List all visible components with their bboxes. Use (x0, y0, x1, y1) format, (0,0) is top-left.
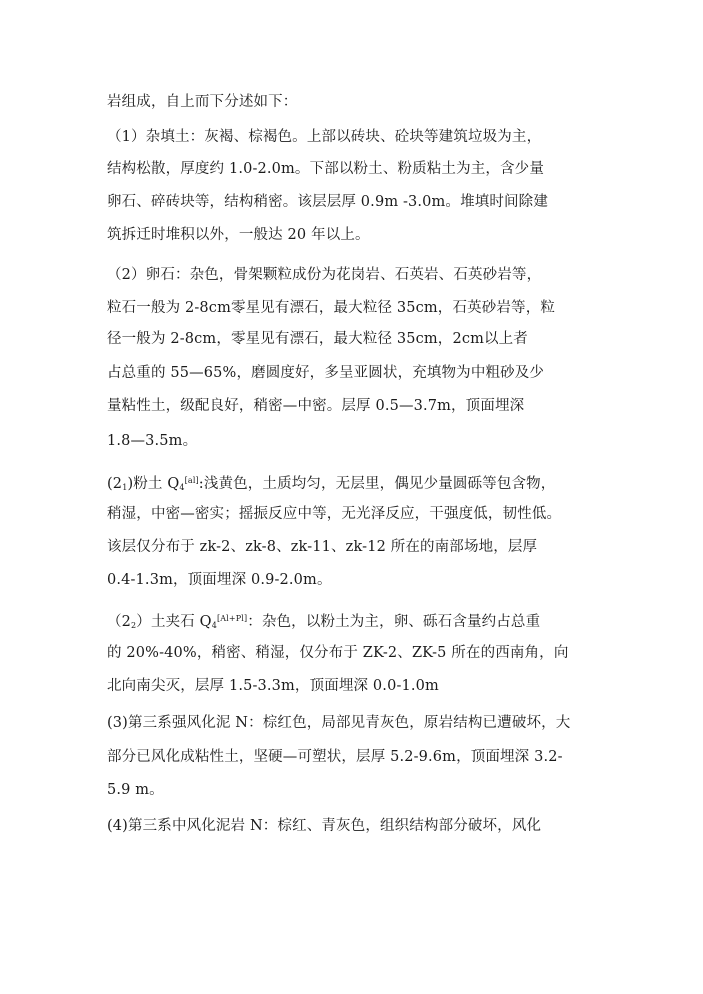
text-line: 量粘性土，级配良好，稍密—中密。层厚 0.5—3.7m，顶面埋深 (107, 398, 525, 414)
text-line: 该层仅分布于 zk-2、zk-8、zk-11、zk-12 所在的南部场地，层厚 (107, 539, 538, 555)
age-symbol: Q (199, 614, 212, 630)
superscript: [al] (184, 476, 199, 485)
section-number-close: ) (127, 476, 134, 492)
layer-name: 土夹石 (150, 614, 195, 630)
text-line: 部分已风化成粘性土，坚硬—可塑状，层厚 5.2-9.6m，顶面埋深 3.2- (107, 749, 563, 765)
section-number: (2 (107, 476, 123, 492)
text-line: (3)第三系强风化泥 N：棕红色，局部见青灰色，原岩结构已遭破坏，大 (107, 715, 571, 731)
text-line: 卵石、碎砖块等，结构稍密。该层层厚 0.9m -3.0m。堆填时间除建 (107, 194, 548, 210)
section-number-close: ） (136, 614, 151, 630)
subscript: 2 (131, 621, 137, 630)
text-line: 北向南尖灭，层厚 1.5-3.3m，顶面埋深 0.0-1.0m (107, 678, 439, 694)
text-line: 稍湿，中密—密实；摇振反应中等，无光泽反应，干强度低，韧性低。 (107, 506, 562, 522)
text-line: (4)第三系中风化泥岩 N：棕红、青灰色，组织结构部分破坏，风化 (107, 818, 542, 834)
section-2-2-line (107, 609, 607, 636)
text-line: （2）卵石：杂色，骨架颗粒成份为花岗岩、石英岩、石英砂岩等， (107, 267, 542, 283)
text-line: 径一般为 2-8cm，零星见有漂石，最大粒径 35cm，2cm以上者 (107, 331, 528, 347)
text-line: 0.4-1.3m，顶面埋深 0.9-2.0m。 (107, 572, 332, 588)
layer-description: ：杂色，以粉土为主，卵、砾石含量约占总重 (247, 614, 541, 630)
subscript: 1 (122, 483, 128, 492)
text-line: 岩组成，自上而下分述如下： (107, 94, 298, 110)
text-line: 结构松散，厚度约 1.0-2.0m。下部以粉土、粉质粘土为主，含少量 (107, 161, 544, 177)
subscript: 4 (179, 483, 185, 492)
section-number: （2 (107, 614, 132, 630)
text-line: 的 20%-40%，稍密、稍湿，仅分布于 ZK-2、ZK-5 所在的西南角，向 (107, 645, 569, 661)
text-line: 粒石一般为 2-8cm零星见有漂石，最大粒径 35cm，石英砂岩等，粒 (107, 300, 556, 316)
text-line: （1）杂填土：灰褐、棕褐色。上部以砖块、砼块等建筑垃圾为主， (107, 129, 542, 145)
text-line: 占总重的 55—65%，磨圆度好，多呈亚圆状，充填物为中粗砂及少 (107, 365, 545, 381)
text-line: 5.9 m。 (107, 782, 164, 798)
superscript: [Al+Pl] (216, 614, 248, 623)
text-line: 筑拆迁时堆积以外，一般达 20 年以上。 (107, 227, 370, 243)
layer-description: :浅黄色，土质均匀，无层里，偶见少量圆砾等包含物， (198, 476, 556, 492)
age-symbol: Q (167, 476, 180, 492)
text-line: 1.8—3.5m。 (107, 433, 198, 449)
layer-name: 粉土 (133, 476, 163, 492)
subscript: 4 (211, 621, 217, 630)
section-2-1-line (107, 471, 607, 498)
